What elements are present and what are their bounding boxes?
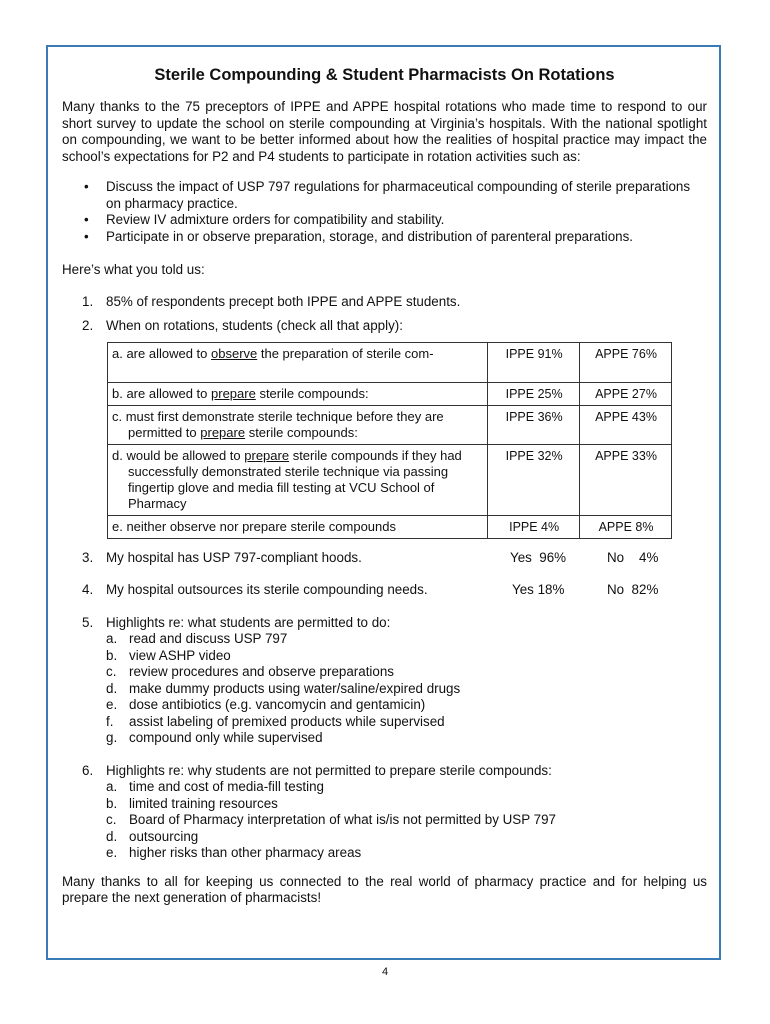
- item-number: 3.: [82, 549, 94, 565]
- list-item: a. read and discuss USP 797: [106, 631, 288, 646]
- appe-value: APPE 8%: [580, 515, 672, 538]
- item-text: My hospital has USP 797-compliant hoods.: [106, 549, 362, 565]
- closing-paragraph: Many thanks to all for keeping us connected to the real world of pharmacy practice and for helping us prepare the next generation of pharmacists!: [62, 873, 707, 905]
- no-value: No 82%: [607, 582, 659, 597]
- ippe-value: IPPE 4%: [488, 515, 580, 538]
- list-item: • Participate in or observe preparation, storage, and distribution of parenteral preparations.: [106, 229, 707, 246]
- list-item: a. time and cost of media-fill testing: [106, 779, 324, 794]
- result-item-1: [62, 294, 707, 311]
- table-row: [108, 382, 672, 405]
- list-item: • Discuss the impact of USP 797 regulations for pharmaceutical compounding of sterile preparations on pharmacy practice.: [106, 179, 707, 212]
- activity-list: [62, 179, 707, 245]
- not-permitted-list: [106, 779, 707, 862]
- row-label: b. are allowed to prepare sterile compounds:: [108, 382, 488, 405]
- row-label: e. neither observe nor prepare sterile compounds: [108, 515, 488, 538]
- ippe-value: IPPE 36%: [488, 405, 580, 444]
- item-text: Highlights re: why students are not permitted to prepare sterile compounds:: [106, 762, 552, 778]
- survey-results: [62, 294, 707, 335]
- item-number: 4.: [82, 582, 94, 597]
- table-row: [108, 515, 672, 538]
- result-item-3: [62, 550, 707, 567]
- list-item: e. dose antibiotics (e.g. vancomycin and gentamicin): [106, 697, 426, 712]
- article-content: [62, 65, 707, 907]
- article-frame: [46, 45, 721, 960]
- survey-results-continued: [62, 550, 707, 862]
- result-item-5: [62, 615, 707, 747]
- article-title: Sterile Compounding & Student Pharmacists On Rotations: [154, 66, 615, 84]
- no-value: No 4%: [607, 549, 659, 565]
- result-item-4: [62, 582, 707, 599]
- item-number: 1.: [82, 293, 94, 309]
- row-label: c. must first demonstrate sterile technique before they are permitted to prepare sterile compounds:: [108, 405, 488, 444]
- appe-value: APPE 43%: [580, 405, 672, 444]
- permitted-list: [106, 631, 707, 747]
- list-item: g. compound only while supervised: [106, 730, 323, 745]
- ippe-value: IPPE 32%: [488, 444, 580, 515]
- rotation-table: [107, 342, 672, 539]
- appe-value: APPE 27%: [580, 382, 672, 405]
- list-item: f. assist labeling of premixed products while supervised: [106, 713, 445, 729]
- item-text: Highlights re: what students are permitted to do:: [106, 614, 391, 630]
- row-label: a. are allowed to observe the preparation of sterile com-: [108, 342, 488, 382]
- item-text: My hospital outsources its sterile compounding needs.: [106, 582, 428, 597]
- ippe-value: IPPE 91%: [488, 342, 580, 382]
- appe-value: APPE 76%: [580, 342, 672, 382]
- list-item: • Review IV admixture orders for compatibility and stability.: [106, 212, 707, 229]
- yes-value: Yes 96%: [510, 549, 567, 565]
- item-text: When on rotations, students (check all that apply):: [106, 318, 403, 333]
- item-number: 2.: [82, 318, 94, 333]
- row-label: d. would be allowed to prepare sterile compounds if they had successfully demonstrated sterile technique via passing fingertip glove and media fill testing at VCU School of Pharmacy: [108, 444, 488, 515]
- list-item: c. Board of Pharmacy interpretation of what is/is not permitted by USP 797: [106, 812, 556, 827]
- item-number: 6.: [82, 762, 94, 778]
- list-item: c. review procedures and observe preparations: [106, 664, 394, 679]
- table-row: [108, 444, 672, 515]
- result-item-2: [62, 318, 707, 335]
- table-row: [108, 342, 672, 382]
- intro-paragraph: Many thanks to the 75 preceptors of IPPE and APPE hospital rotations who made time to respond to our short survey to update the school on sterile compounding at Virginia’s hospitals. With the national spotlight on compounding, we want to be better informed about how the realities of hospital practice may impact the school’s expectations for P2 and P4 students to participate in rotation activities such as:: [62, 99, 707, 164]
- item-text: 85% of respondents precept both IPPE and APPE students.: [106, 293, 461, 309]
- list-item: d. outsourcing: [106, 828, 199, 844]
- list-item: b. limited training resources: [106, 795, 278, 811]
- results-intro: Here’s what you told us:: [62, 262, 205, 277]
- list-item: d. make dummy products using water/saline/expired drugs: [106, 680, 461, 696]
- table-row: [108, 405, 672, 444]
- appe-value: APPE 33%: [580, 444, 672, 515]
- page-number: 4: [381, 966, 389, 978]
- list-item: b. view ASHP video: [106, 647, 231, 663]
- list-item: e. higher risks than other pharmacy areas: [106, 845, 362, 860]
- ippe-value: IPPE 25%: [488, 382, 580, 405]
- result-item-6: [62, 763, 707, 862]
- yes-value: Yes 18%: [512, 582, 565, 597]
- item-number: 5.: [82, 614, 94, 630]
